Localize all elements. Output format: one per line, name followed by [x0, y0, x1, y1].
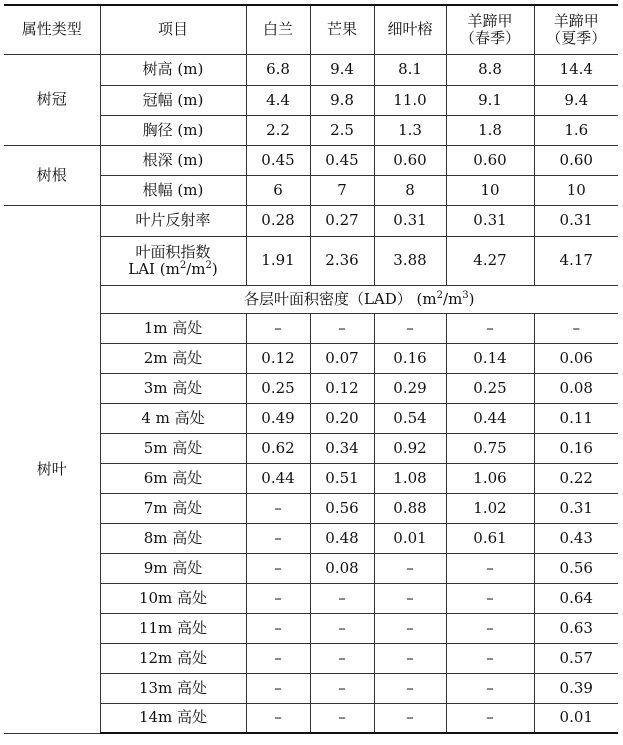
- cell: 0.12: [246, 343, 310, 373]
- lad-title: 各层叶面积密度（LAD） $(m^2/m^3)$: [100, 285, 618, 313]
- cell: –: [310, 583, 374, 613]
- row-item-lai: [100, 236, 246, 285]
- cell: 0.57: [534, 643, 618, 673]
- cell: 1.91: [246, 236, 310, 285]
- cell: –: [374, 673, 446, 703]
- row-item: 根幅 (m): [100, 175, 246, 205]
- cell: 0.31: [534, 493, 618, 523]
- group-crown: 树冠: [4, 54, 100, 145]
- cell: –: [446, 643, 534, 673]
- cell: 1.3: [374, 115, 446, 145]
- cell: 8.1: [374, 54, 446, 85]
- row-height: 4 m 高处: [100, 403, 246, 433]
- row-height: 10m 高处: [100, 583, 246, 613]
- cell: 0.63: [534, 613, 618, 643]
- cell: 0.44: [246, 463, 310, 493]
- cell: 0.61: [446, 523, 534, 553]
- header-col-5-line2: （夏季）: [546, 28, 607, 47]
- cell: 1.02: [446, 493, 534, 523]
- cell: –: [310, 613, 374, 643]
- header-col-2: 芒果: [310, 5, 374, 54]
- cell: –: [446, 613, 534, 643]
- row-height: 14m 高处: [100, 703, 246, 733]
- cell: 2.36: [310, 236, 374, 285]
- row-item: 根深 (m): [100, 145, 246, 175]
- cell: –: [374, 613, 446, 643]
- cell: 3.88: [374, 236, 446, 285]
- cell: 0.11: [534, 403, 618, 433]
- cell: –: [310, 643, 374, 673]
- cell: –: [246, 493, 310, 523]
- row-height: 8m 高处: [100, 523, 246, 553]
- header-col-1: 白兰: [246, 5, 310, 54]
- cell: 0.20: [310, 403, 374, 433]
- cell: 0.25: [446, 373, 534, 403]
- cell: 0.39: [534, 673, 618, 703]
- row-item-lai-line2: LAI $(m^2/m^2)$: [128, 259, 218, 278]
- cell: –: [310, 703, 374, 733]
- cell: 0.54: [374, 403, 446, 433]
- cell: –: [246, 673, 310, 703]
- cell: 4.17: [534, 236, 618, 285]
- cell: –: [446, 583, 534, 613]
- cell: 0.45: [310, 145, 374, 175]
- cell: 0.31: [534, 205, 618, 236]
- cell: 8.8: [446, 54, 534, 85]
- row-height: 11m 高处: [100, 613, 246, 643]
- header-col-4: [446, 5, 534, 54]
- cell: 0.45: [246, 145, 310, 175]
- cell: 0.27: [310, 205, 374, 236]
- cell: –: [310, 673, 374, 703]
- cell: –: [374, 553, 446, 583]
- cell: 6.8: [246, 54, 310, 85]
- row-item: 胸径 (m): [100, 115, 246, 145]
- tree-attribute-table: [4, 4, 618, 734]
- cell: –: [374, 643, 446, 673]
- cell: 0.34: [310, 433, 374, 463]
- cell: 0.31: [374, 205, 446, 236]
- cell: 1.08: [374, 463, 446, 493]
- cell: 0.07: [310, 343, 374, 373]
- header-col-5-line1: 羊蹄甲: [553, 11, 599, 30]
- cell: –: [446, 673, 534, 703]
- cell: 2.2: [246, 115, 310, 145]
- cell: 0.22: [534, 463, 618, 493]
- cell: 0.60: [446, 145, 534, 175]
- cell: 0.16: [374, 343, 446, 373]
- cell: 0.29: [374, 373, 446, 403]
- cell: –: [534, 313, 618, 343]
- row-height: 3m 高处: [100, 373, 246, 403]
- cell: –: [246, 583, 310, 613]
- cell: 0.01: [534, 703, 618, 733]
- cell: 0.56: [310, 493, 374, 523]
- cell: 8: [374, 175, 446, 205]
- cell: –: [310, 313, 374, 343]
- cell: 1.06: [446, 463, 534, 493]
- cell: –: [374, 703, 446, 733]
- group-leaf: 树叶: [4, 205, 100, 733]
- header-col-5: [534, 5, 618, 54]
- cell: 9.4: [534, 85, 618, 115]
- cell: –: [246, 703, 310, 733]
- row-height: 12m 高处: [100, 643, 246, 673]
- table-row: [4, 145, 618, 175]
- group-root: 树根: [4, 145, 100, 205]
- header-item: 项目: [100, 5, 246, 54]
- cell: 9.1: [446, 85, 534, 115]
- cell: –: [246, 313, 310, 343]
- row-height: 2m 高处: [100, 343, 246, 373]
- cell: –: [374, 313, 446, 343]
- cell: 2.5: [310, 115, 374, 145]
- header-col-4-line2: （春季）: [459, 28, 520, 47]
- cell: 0.48: [310, 523, 374, 553]
- row-height: 13m 高处: [100, 673, 246, 703]
- header-type: 属性类型: [4, 5, 100, 54]
- cell: 0.43: [534, 523, 618, 553]
- row-height: 6m 高处: [100, 463, 246, 493]
- cell: 0.51: [310, 463, 374, 493]
- table-row: [4, 205, 618, 236]
- header-row: [4, 5, 618, 54]
- row-height: 5m 高处: [100, 433, 246, 463]
- table-row: [4, 54, 618, 85]
- row-item: 树高 (m): [100, 54, 246, 85]
- cell: –: [246, 613, 310, 643]
- cell: 9.4: [310, 54, 374, 85]
- row-item: 冠幅 (m): [100, 85, 246, 115]
- cell: 9.8: [310, 85, 374, 115]
- cell: 4.27: [446, 236, 534, 285]
- cell: 0.64: [534, 583, 618, 613]
- cell: 0.44: [446, 403, 534, 433]
- row-height: 9m 高处: [100, 553, 246, 583]
- cell: 11.0: [374, 85, 446, 115]
- cell: 0.28: [246, 205, 310, 236]
- cell: –: [446, 553, 534, 583]
- row-item: 叶片反射率: [100, 205, 246, 236]
- cell: 0.08: [310, 553, 374, 583]
- cell: 7: [310, 175, 374, 205]
- row-height: 1m 高处: [100, 313, 246, 343]
- cell: 4.4: [246, 85, 310, 115]
- cell: 6: [246, 175, 310, 205]
- cell: 0.14: [446, 343, 534, 373]
- cell: 0.16: [534, 433, 618, 463]
- header-col-4-line1: 羊蹄甲: [467, 11, 513, 30]
- cell: 1.8: [446, 115, 534, 145]
- cell: 0.06: [534, 343, 618, 373]
- cell: 0.88: [374, 493, 446, 523]
- cell: 0.12: [310, 373, 374, 403]
- cell: 0.49: [246, 403, 310, 433]
- row-height: 7m 高处: [100, 493, 246, 523]
- cell: 1.6: [534, 115, 618, 145]
- cell: –: [246, 553, 310, 583]
- cell: 0.75: [446, 433, 534, 463]
- cell: –: [374, 583, 446, 613]
- row-item-lai-line1: 叶面积指数: [135, 242, 211, 261]
- cell: 0.01: [374, 523, 446, 553]
- cell: 0.08: [534, 373, 618, 403]
- header-col-3: 细叶榕: [374, 5, 446, 54]
- cell: 10: [446, 175, 534, 205]
- cell: –: [246, 523, 310, 553]
- cell: 0.56: [534, 553, 618, 583]
- cell: –: [446, 703, 534, 733]
- cell: 0.60: [534, 145, 618, 175]
- cell: –: [246, 643, 310, 673]
- cell: –: [446, 313, 534, 343]
- cell: 0.60: [374, 145, 446, 175]
- cell: 0.31: [446, 205, 534, 236]
- cell: 14.4: [534, 54, 618, 85]
- cell: 0.92: [374, 433, 446, 463]
- cell: 10: [534, 175, 618, 205]
- cell: 0.25: [246, 373, 310, 403]
- cell: 0.62: [246, 433, 310, 463]
